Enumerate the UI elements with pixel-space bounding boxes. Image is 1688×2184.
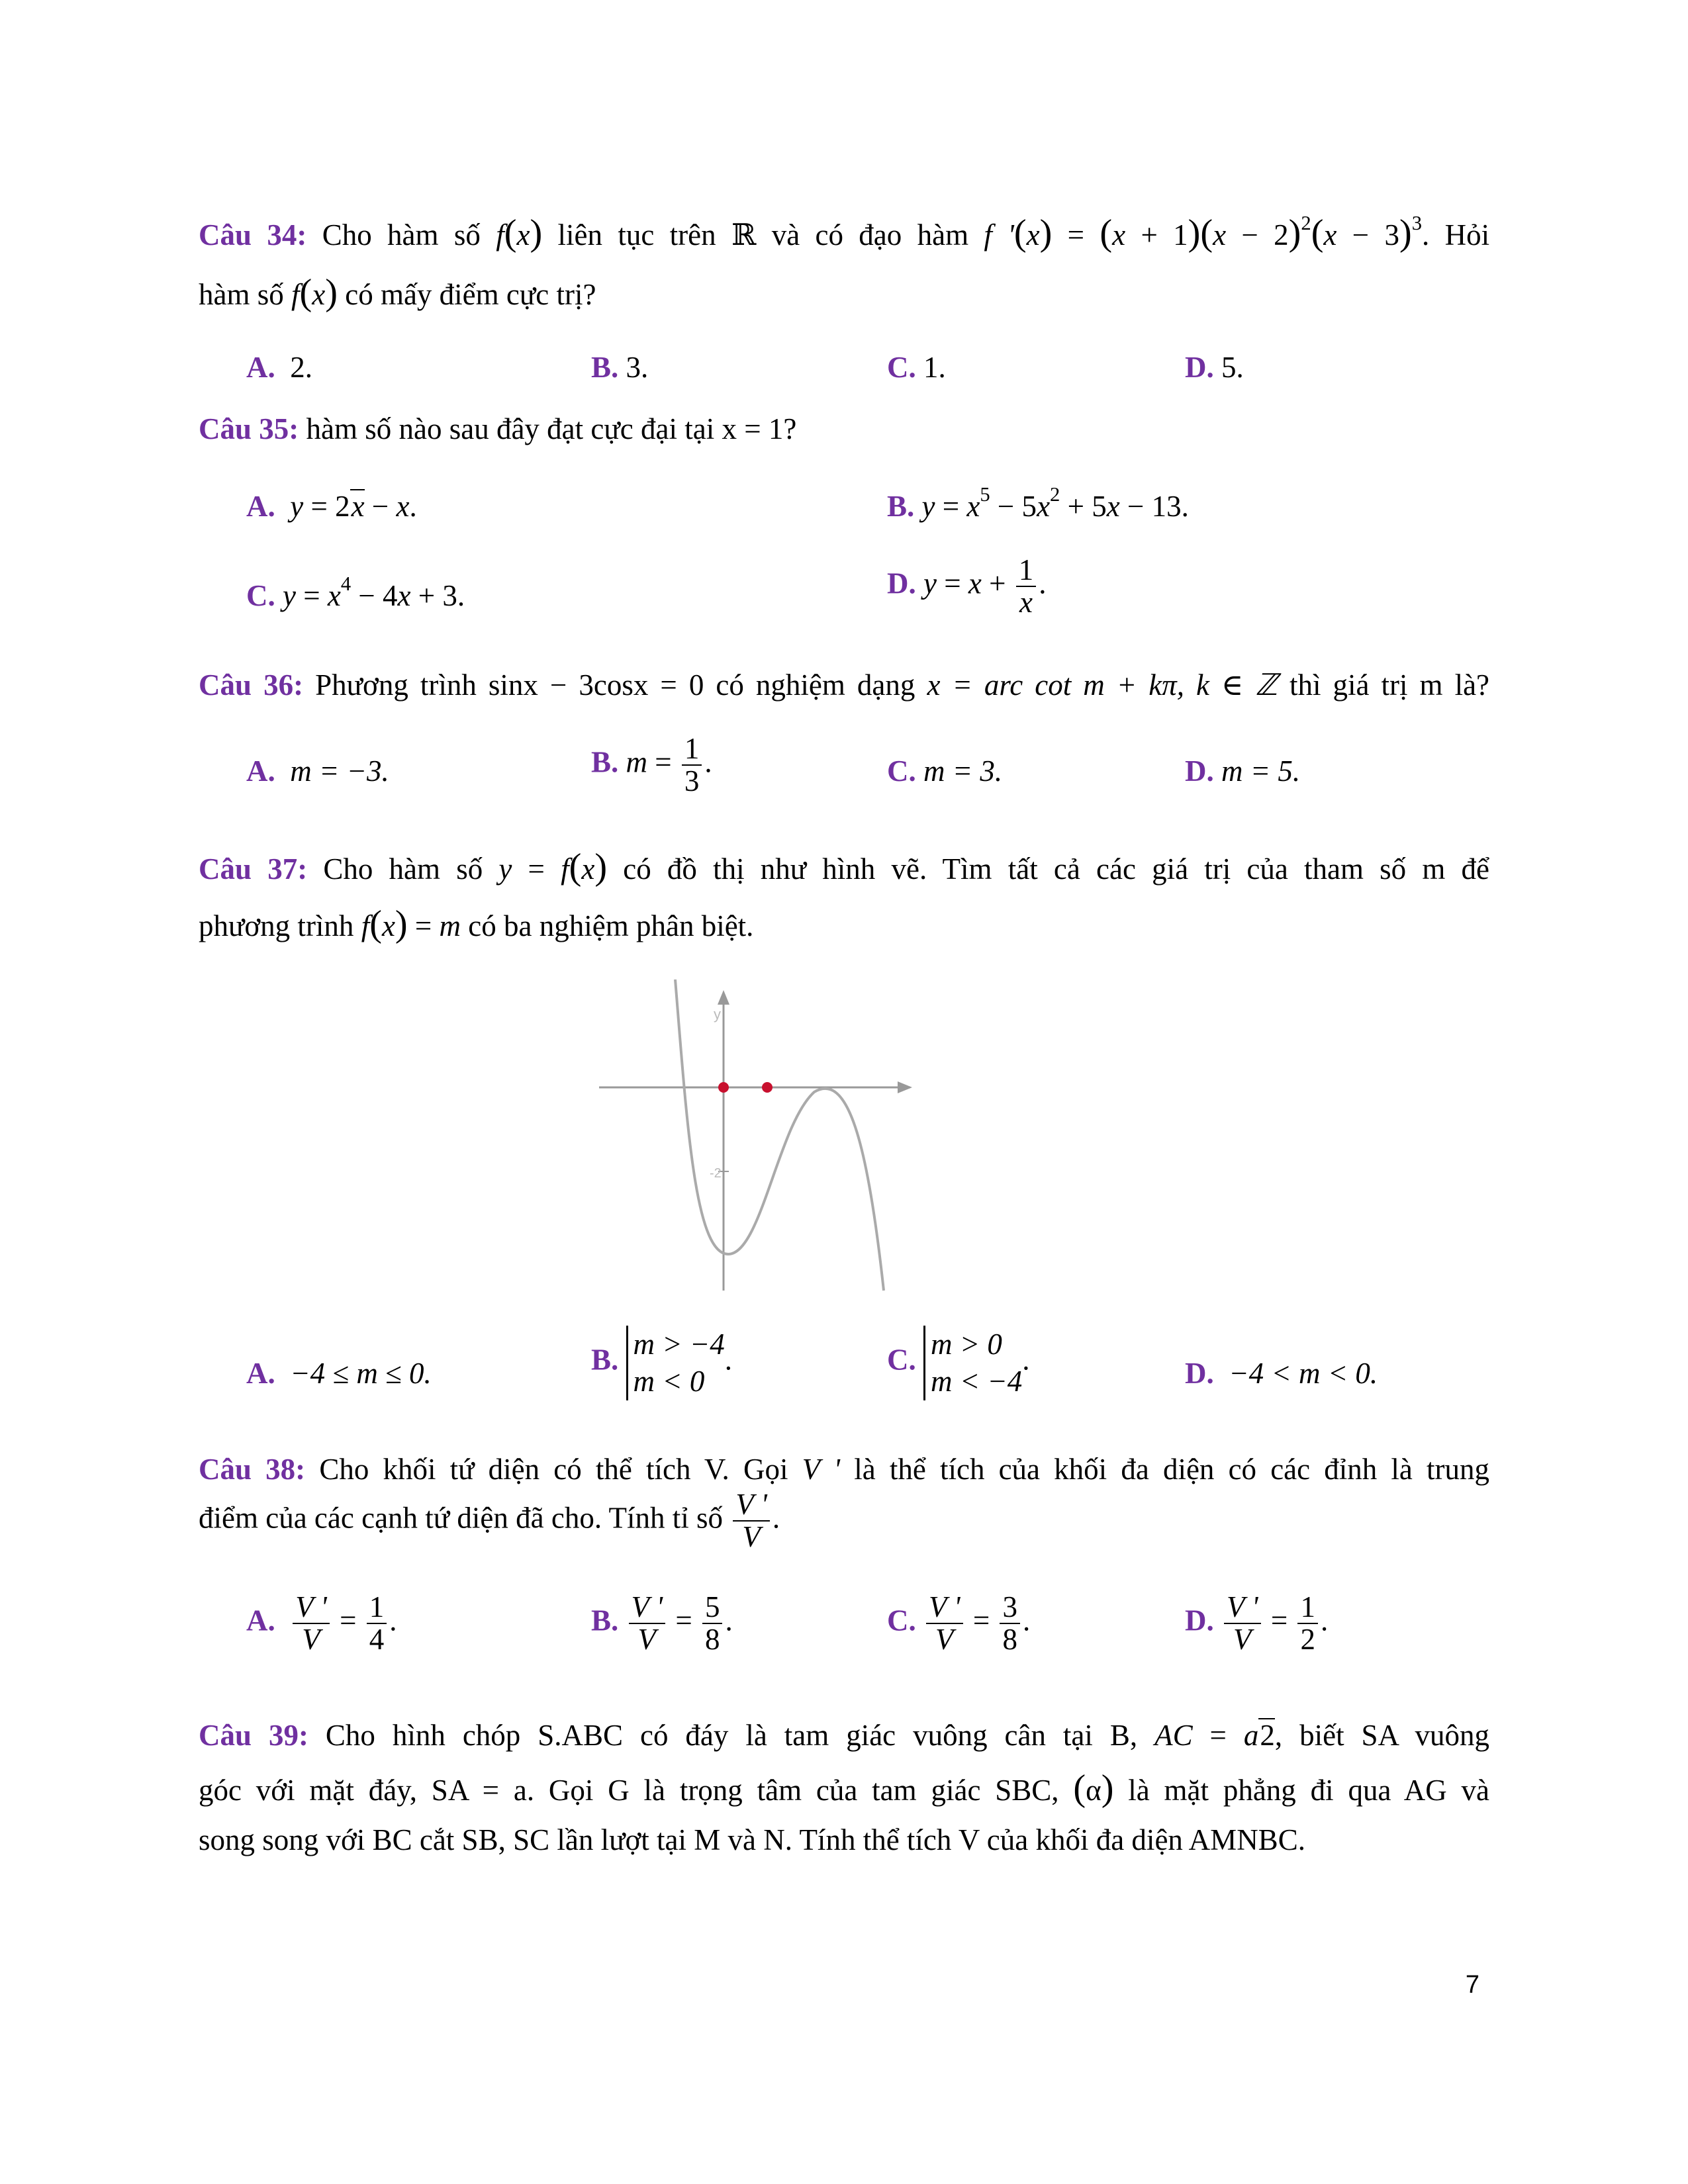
- q38-option-b[interactable]: B. $\frac{V '}{V}$ = $\frac{5}{8}$ .: [591, 1590, 733, 1657]
- q37-option-b[interactable]: B. m > −4 m < 0 .: [591, 1326, 732, 1400]
- q37-option-a[interactable]: A. −4 ≤ m ≤ 0.: [246, 1357, 432, 1390]
- question-37-line-2: phương trình f(x) = m có ba nghiệm phân biệt.: [199, 903, 754, 944]
- page-number: 7: [1465, 1971, 1479, 1999]
- question-35-line-1: Câu 35: hàm số nào sau đây đạt cực đại tại x = 1?: [199, 412, 797, 445]
- function-curve: [675, 979, 884, 1291]
- question-37-line-1: Câu 37: Cho hàm số y = f(x) có đồ thị như hình vẽ. Tìm tất cả các giá trị của tham số m để: [199, 846, 1489, 887]
- question-39-line-3: song song với BC cắt SB, SC lần lượt tại M và N. Tính thể tích V của khối đa diện AMNBC.: [199, 1823, 1305, 1856]
- derivative-formula: f '$(x) = (x + 1)(x - 2)^2(x - 3)^3$.: [984, 212, 1430, 253]
- question-38-line-1: Câu 38: Cho khối tứ diện có thể tích V. Gọi V ' là thể tích của khối đa diện có các đỉnh là trung: [199, 1453, 1490, 1486]
- q38-option-a[interactable]: A. $\frac{V '}{V}$ = $\frac{1}{4}$ .: [246, 1590, 397, 1657]
- question-label: Câu 34:: [199, 218, 307, 251]
- q37-option-d[interactable]: D. −4 < m < 0.: [1185, 1357, 1378, 1390]
- alpha-symbol: α: [1086, 1774, 1102, 1807]
- q35-option-c[interactable]: C. $y = x^4 - 4x + 3$.: [246, 572, 465, 612]
- x-axis-arrow: [898, 1081, 912, 1093]
- solution-form: x = arc cot m + kπ, k ∈ ℤ: [927, 668, 1278, 702]
- q35-option-a[interactable]: A. y = 2x − x.: [246, 490, 417, 523]
- q36-option-c[interactable]: C. m = 3.: [887, 754, 1003, 788]
- q38-option-c[interactable]: C. $\frac{V '}{V}$ = $\frac{3}{8}$ .: [887, 1590, 1031, 1657]
- q34-option-d[interactable]: D. 5.: [1185, 351, 1244, 384]
- q34-option-c[interactable]: C. 1.: [887, 351, 946, 384]
- question-39-line-2: góc với mặt đáy, SA = a. Gọi G là trọng tâm của tam giác SBC, (α) là mặt phẳng đi qua AG và: [199, 1768, 1490, 1809]
- question-38-line-2: điểm của các cạnh tứ diện đã cho. Tính tỉ số $\frac{V '}{V}$ .: [199, 1488, 780, 1554]
- q37-option-c[interactable]: C. m > 0 m < −4 .: [887, 1326, 1029, 1400]
- question-39-line-1: Câu 39: Cho hình chóp S.ABC có đáy là tam giác vuông cân tại B, AC = a2, biết SA vuông: [199, 1719, 1490, 1752]
- y-axis-arrow: [718, 990, 729, 1005]
- real-numbers-symbol: ℝ: [731, 218, 757, 251]
- tick-label-minus-2: -2: [710, 1166, 722, 1181]
- equation: sinx − 3cosx = 0: [488, 668, 704, 702]
- marked-point-x1: [762, 1082, 773, 1093]
- q38-option-d[interactable]: D. $\frac{V '}{V}$ = $\frac{1}{2}$ .: [1185, 1590, 1329, 1657]
- q34-option-b[interactable]: B. 3.: [591, 351, 649, 384]
- q35-option-d[interactable]: D. y = x + $\frac{1}{x}$ .: [887, 553, 1047, 619]
- marked-point-origin: [718, 1082, 729, 1093]
- question-34-line-2: hàm số f(x) có mấy điểm cực trị?: [199, 272, 596, 313]
- question-34-line-1: Câu 34: Cho hàm số f(x) liên tục trên ℝ và có đạo hàm f '$(x) = (x + 1)(x - 2)^2(x - 3)^3$. Hỏi: [199, 212, 1490, 253]
- q34-option-a[interactable]: A. 2.: [246, 351, 312, 384]
- q36-option-b[interactable]: B. m = $\frac{1}{3}$ .: [591, 732, 712, 798]
- q35-option-b[interactable]: B. $y = x^5 - 5x^2 + 5x - 13$.: [887, 483, 1189, 523]
- q36-option-a[interactable]: A. m = −3.: [246, 754, 389, 788]
- question-36-line-1: Câu 36: Phương trình sinx − 3cosx = 0 có nghiệm dạng x = arc cot m + kπ, k ∈ ℤ thì giá trị m là?: [199, 668, 1490, 702]
- q36-option-d[interactable]: D. m = 5.: [1185, 754, 1301, 788]
- y-axis-label: y: [714, 1006, 721, 1023]
